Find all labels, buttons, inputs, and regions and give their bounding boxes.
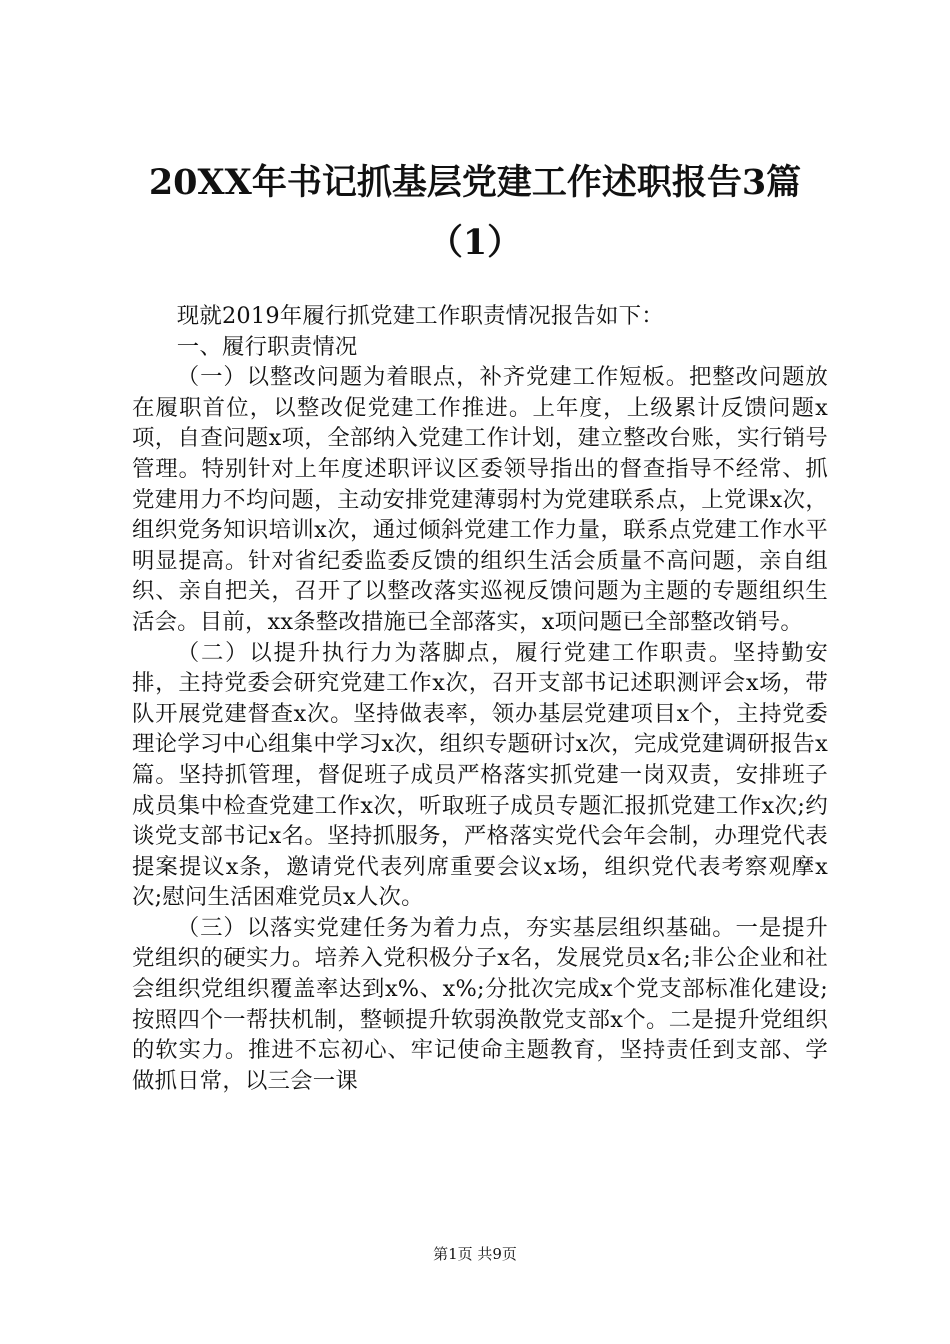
paragraph-part-1: （一）以整改问题为着眼点，补齐党建工作短板。把整改问题放在履职首位，以整改促党建工作推进。上年度，上级累计反馈问题x项，自查问题x项，全部纳入党建工作计划，建立整改台账，实行销号管理。特别针对上年度述职评议区委领导指出的督查指导不经常、抓党建用力不均问题，主动安排党建薄弱村为党建联系点，上党课x次，组织党务知识培训x次，通过倾斜党建工作力量，联系点党建工作水平明显提高。针对省纪委监委反馈的组织生活会质量不高问题，亲自组织、亲自把关，召开了以整改落实巡视反馈问题为主题的专题组织生活会。目前，xx条整改措施已全部落实，x项问题已全部整改销号。 <box>132 364 828 635</box>
paragraph-part-2: （二）以提升执行力为落脚点，履行党建工作职责。坚持勤安排，主持党委会研究党建工作x次，召开支部书记述职测评会x场，带队开展党建督查x次。坚持做表率，领办基层党建项目x个，主持党委理论学习中心组集中学习x次，组织专题研讨x次，完成党建调研报告x篇。坚持抓管理，督促班子成员严格落实抓党建一岗双责，安排班子成员集中检查党建工作x次，听取班子成员专题汇报抓党建工作x次;约谈党支部书记x名。坚持抓服务，严格落实党代会年会制，办理党代表提案提议x条，邀请党代表列席重要会议x场，组织党代表考察观摩x次;慰问生活困难党员x人次。 <box>132 639 828 911</box>
section-heading: 一、履行职责情况 <box>176 333 358 360</box>
paragraph-intro: 现就2019年履行抓党建工作职责情况报告如下： <box>176 303 664 329</box>
page-footer: 第1页 共9页 <box>433 1245 517 1263</box>
paragraph-part-3: （三）以落实党建任务为着力点，夯实基层组织基础。一是提升党组织的硬实力。培养入党积极分子x名，发展党员x名;非公企业和社会组织党组织覆盖率达到x%、x%;分批次完成x个党支部标准化建设;按照四个一帮扶机制，整顿提升软弱涣散党支部x个。二是提升党组织的软实力。推进不忘初心、牢记使命主题教育，坚持责任到支部、学做抓日常，以三会一课 <box>132 914 828 1094</box>
document-body <box>132 301 828 1096</box>
document-title-line1: 20XX年书记抓基层党建工作述职报告3篇 <box>148 162 802 203</box>
document-title-line2: （1） <box>427 222 523 263</box>
